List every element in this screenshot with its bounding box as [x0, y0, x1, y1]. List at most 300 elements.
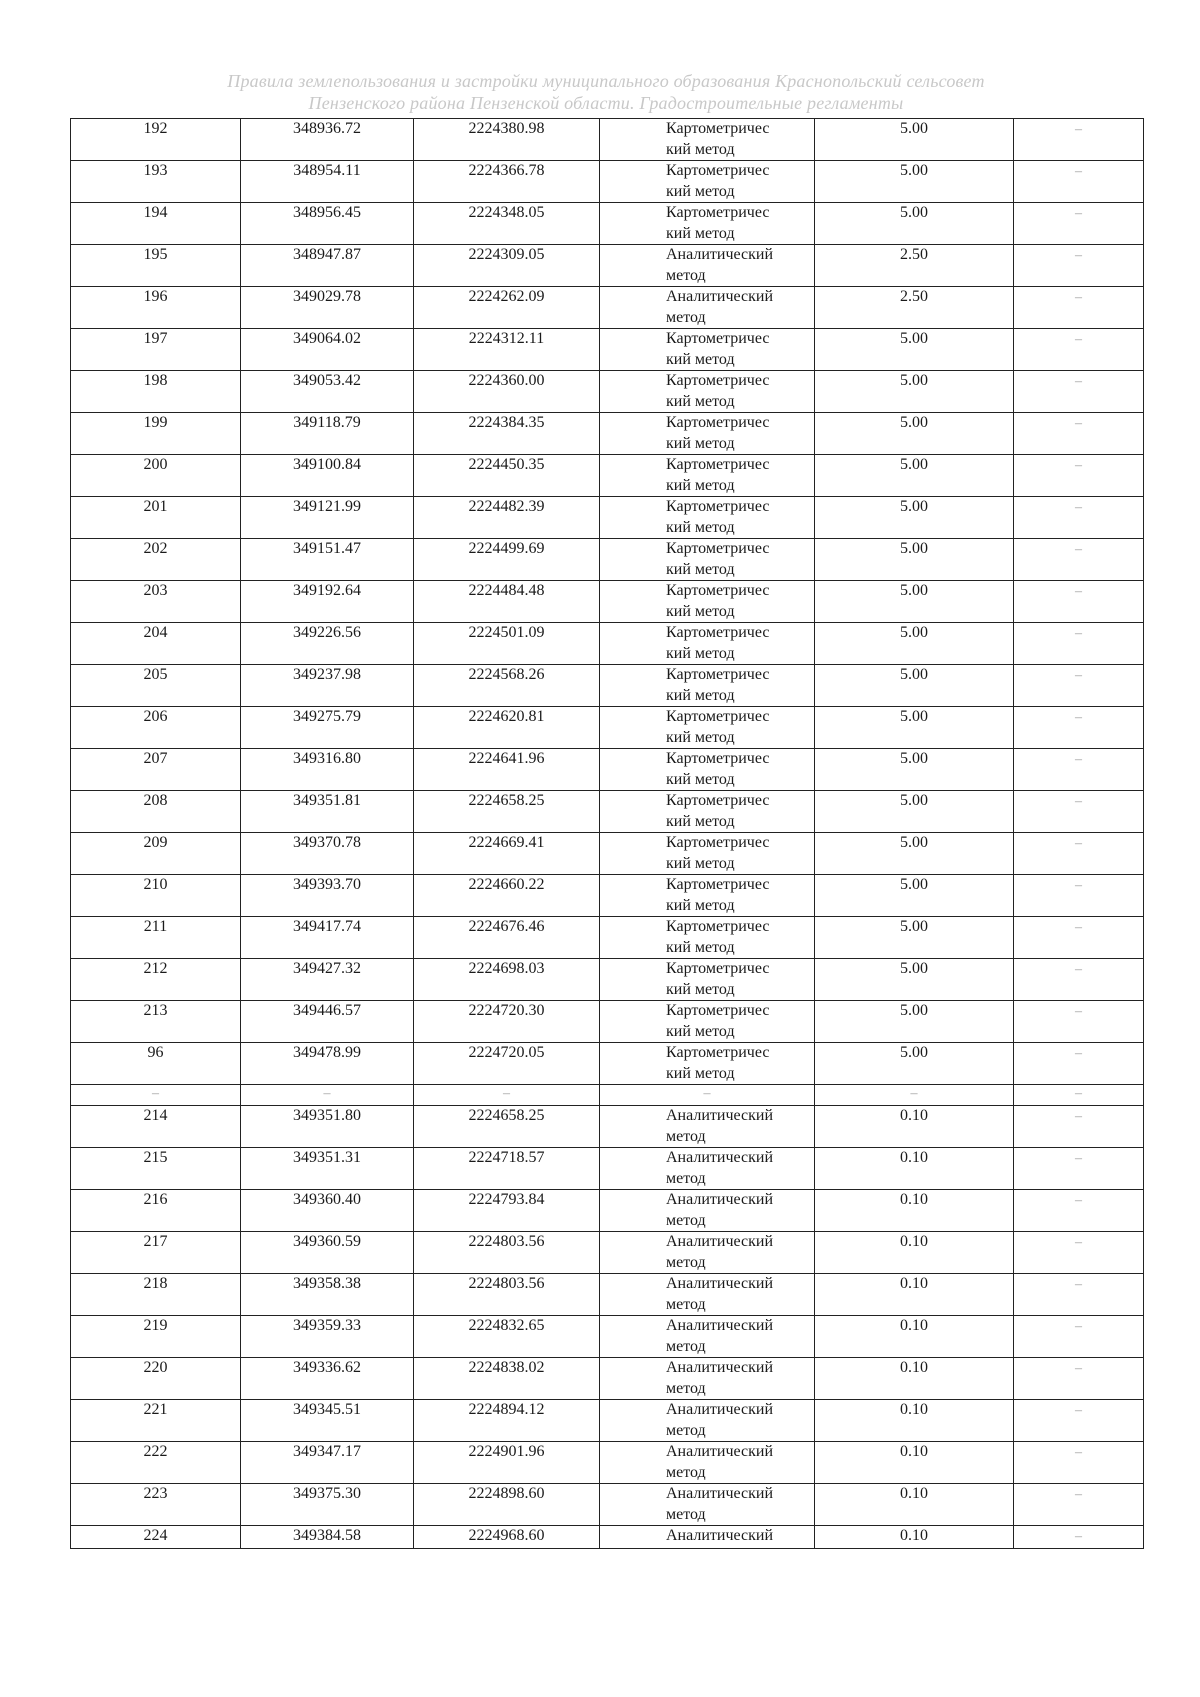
accuracy-cell-text: 5.00: [900, 1044, 928, 1061]
point-number-cell: [71, 581, 241, 623]
accuracy-cell-text: 0.10: [900, 1401, 928, 1418]
accuracy-cell: [815, 455, 1014, 497]
accuracy-cell: [815, 1358, 1014, 1400]
coord-x-cell-text: 349029.78: [293, 288, 361, 305]
note-cell: [1014, 833, 1144, 875]
coord-x-cell-text: 349417.74: [293, 918, 361, 935]
point-number-cell: [71, 371, 241, 413]
separator-row: [71, 1085, 1144, 1106]
accuracy-cell: [815, 581, 1014, 623]
coord-y-cell: [414, 1358, 600, 1400]
coord-y-cell: [414, 665, 600, 707]
point-number-cell-text: 213: [143, 1002, 168, 1019]
note-cell: [1014, 1400, 1144, 1442]
table-row: [71, 1001, 1144, 1043]
point-number-cell: [71, 1085, 241, 1106]
coord-y-cell-text: 2224720.30: [468, 1002, 545, 1019]
point-number-cell: [71, 1106, 241, 1148]
note-cell: [1014, 623, 1144, 665]
method-cell-text: Картометричес кий метод: [666, 834, 770, 872]
note-cell-text: –: [1075, 626, 1082, 641]
method-cell-text: Картометричес кий метод: [666, 750, 770, 788]
coord-y-cell: [414, 371, 600, 413]
accuracy-cell-text: 5.00: [900, 540, 928, 557]
coord-x-cell-text: 349151.47: [293, 540, 361, 557]
table-row: [71, 917, 1144, 959]
point-number-cell: [71, 917, 241, 959]
accuracy-cell: [815, 329, 1014, 371]
coord-y-cell: [414, 581, 600, 623]
coord-y-cell-text: 2224676.46: [468, 918, 545, 935]
accuracy-cell-text: 5.00: [900, 162, 928, 179]
point-number-cell-text: 207: [143, 750, 168, 767]
table-row: [71, 959, 1144, 1001]
note-cell-text: –: [1075, 1086, 1082, 1101]
accuracy-cell: [815, 1526, 1014, 1549]
coord-x-cell-text: 349121.99: [293, 498, 361, 515]
point-number-cell-text: 204: [143, 624, 168, 641]
coord-x-cell-text: 349053.42: [293, 372, 361, 389]
accuracy-cell-text: –: [910, 1086, 918, 1101]
method-cell: [600, 1085, 815, 1106]
point-number-cell-text: 214: [143, 1107, 168, 1124]
coord-y-cell: [414, 497, 600, 539]
coord-y-cell-text: 2224658.25: [468, 792, 545, 809]
accuracy-cell-text: 5.00: [900, 414, 928, 431]
coord-y-cell: [414, 455, 600, 497]
note-cell: [1014, 959, 1144, 1001]
note-cell-text: –: [1075, 542, 1082, 557]
coord-y-cell-text: 2224968.60: [468, 1527, 545, 1544]
coord-y-cell: [414, 1043, 600, 1085]
coord-x-cell-text: 349384.58: [293, 1527, 361, 1544]
coord-y-cell-text: 2224568.26: [468, 666, 545, 683]
coord-y-cell: [414, 161, 600, 203]
note-cell-text: –: [1075, 458, 1082, 473]
method-cell: [600, 581, 815, 623]
table-row: [71, 1400, 1144, 1442]
coord-y-cell-text: 2224484.48: [468, 582, 545, 599]
note-cell-text: –: [1075, 1529, 1082, 1544]
coord-x-cell: [241, 1148, 414, 1190]
coord-x-cell: [241, 497, 414, 539]
point-number-cell: [71, 1484, 241, 1526]
point-number-cell-text: –: [152, 1086, 159, 1101]
coord-x-cell: [241, 1442, 414, 1484]
coord-x-cell-text: 349358.38: [293, 1275, 361, 1292]
coord-x-cell: [241, 749, 414, 791]
coord-y-cell-text: 2224658.25: [468, 1107, 545, 1124]
note-cell: [1014, 1106, 1144, 1148]
point-number-cell: [71, 455, 241, 497]
coordinates-table-body: [71, 119, 1144, 1549]
coord-y-cell-text: 2224669.41: [468, 834, 545, 851]
method-cell-text: Картометричес кий метод: [666, 1002, 770, 1040]
coord-y-cell-text: 2224312.11: [468, 330, 545, 347]
coord-x-cell-text: 349316.80: [293, 750, 361, 767]
method-cell: [600, 1484, 815, 1526]
note-cell: [1014, 413, 1144, 455]
method-cell: [600, 917, 815, 959]
note-cell: [1014, 1232, 1144, 1274]
method-cell: [600, 1148, 815, 1190]
coord-x-cell-text: 349192.64: [293, 582, 361, 599]
accuracy-cell-text: 0.10: [900, 1233, 928, 1250]
note-cell-text: –: [1075, 206, 1082, 221]
note-cell: [1014, 329, 1144, 371]
coord-y-cell: [414, 833, 600, 875]
coord-x-cell: [241, 1232, 414, 1274]
coord-x-cell: [241, 623, 414, 665]
coord-x-cell-text: 349347.17: [293, 1443, 361, 1460]
accuracy-cell: [815, 1442, 1014, 1484]
point-number-cell: [71, 1232, 241, 1274]
note-cell-text: –: [1075, 1445, 1082, 1460]
note-cell: [1014, 749, 1144, 791]
point-number-cell-text: 217: [143, 1233, 168, 1250]
method-cell: [600, 665, 815, 707]
accuracy-cell: [815, 875, 1014, 917]
accuracy-cell: [815, 833, 1014, 875]
coord-x-cell: [241, 1274, 414, 1316]
coord-y-cell: [414, 413, 600, 455]
method-cell-text: Картометричес кий метод: [666, 162, 770, 200]
accuracy-cell: [815, 707, 1014, 749]
note-cell-text: –: [1075, 122, 1082, 137]
method-cell-text: Аналитический метод: [666, 1317, 774, 1355]
accuracy-cell-text: 2.50: [900, 288, 928, 305]
accuracy-cell: [815, 665, 1014, 707]
table-row: [71, 1442, 1144, 1484]
method-cell: [600, 161, 815, 203]
method-cell: [600, 539, 815, 581]
point-number-cell-text: 205: [143, 666, 168, 683]
accuracy-cell-text: 5.00: [900, 372, 928, 389]
method-cell-text: Картометричес кий метод: [666, 708, 770, 746]
coord-x-cell: [241, 665, 414, 707]
note-cell-text: –: [1075, 1235, 1082, 1250]
note-cell: [1014, 287, 1144, 329]
coord-y-cell-text: 2224641.96: [468, 750, 545, 767]
note-cell: [1014, 1148, 1144, 1190]
method-cell: [600, 1274, 815, 1316]
method-cell-text: Аналитический метод: [666, 1191, 774, 1229]
point-number-cell: [71, 875, 241, 917]
point-number-cell-text: 215: [143, 1149, 168, 1166]
coord-y-cell-text: 2224803.56: [468, 1275, 545, 1292]
method-cell: [600, 959, 815, 1001]
accuracy-cell: [815, 203, 1014, 245]
point-number-cell-text: 209: [143, 834, 168, 851]
table-row: [71, 1526, 1144, 1549]
note-cell-text: –: [1075, 1403, 1082, 1418]
note-cell: [1014, 917, 1144, 959]
note-cell: [1014, 1190, 1144, 1232]
note-cell: [1014, 581, 1144, 623]
table-row: [71, 707, 1144, 749]
table-row: [71, 413, 1144, 455]
table-row: [71, 371, 1144, 413]
note-cell: [1014, 1442, 1144, 1484]
method-cell: [600, 1106, 815, 1148]
point-number-cell-text: 196: [143, 288, 168, 305]
coord-y-cell-text: 2224793.84: [468, 1191, 545, 1208]
note-cell-text: –: [1075, 248, 1082, 263]
accuracy-cell-text: 0.10: [900, 1191, 928, 1208]
point-number-cell: [71, 1400, 241, 1442]
coord-y-cell: [414, 959, 600, 1001]
coord-y-cell: [414, 1274, 600, 1316]
note-cell: [1014, 1001, 1144, 1043]
accuracy-cell: [815, 1484, 1014, 1526]
method-cell: [600, 413, 815, 455]
coord-y-cell-text: 2224698.03: [468, 960, 545, 977]
point-number-cell: [71, 1274, 241, 1316]
accuracy-cell-text: 5.00: [900, 498, 928, 515]
coord-x-cell-text: 349064.02: [293, 330, 361, 347]
accuracy-cell: [815, 1232, 1014, 1274]
coord-y-cell-text: 2224894.12: [468, 1401, 545, 1418]
point-number-cell: [71, 329, 241, 371]
accuracy-cell-text: 5.00: [900, 876, 928, 893]
point-number-cell: [71, 539, 241, 581]
point-number-cell: [71, 749, 241, 791]
method-cell-text: Аналитический метод: [666, 1359, 774, 1397]
coord-x-cell: [241, 791, 414, 833]
table-row: [71, 1316, 1144, 1358]
coord-x-cell: [241, 707, 414, 749]
point-number-cell-text: 197: [143, 330, 168, 347]
accuracy-cell-text: 5.00: [900, 582, 928, 599]
point-number-cell: [71, 833, 241, 875]
coord-y-cell-text: 2224366.78: [468, 162, 545, 179]
coord-y-cell-text: 2224262.09: [468, 288, 545, 305]
coord-y-cell: [414, 203, 600, 245]
accuracy-cell-text: 5.00: [900, 1002, 928, 1019]
note-cell-text: –: [1075, 500, 1082, 515]
method-cell-text: Аналитический метод: [666, 1233, 774, 1271]
note-cell-text: –: [1075, 710, 1082, 725]
coord-y-cell-text: 2224450.35: [468, 456, 545, 473]
table-row: [71, 1106, 1144, 1148]
coord-y-cell-text: 2224482.39: [468, 498, 545, 515]
coord-y-cell: [414, 287, 600, 329]
coord-y-cell-text: 2224384.35: [468, 414, 545, 431]
coord-y-cell-text: 2224901.96: [468, 1443, 545, 1460]
method-cell: [600, 1190, 815, 1232]
coord-x-cell-text: 349360.59: [293, 1233, 361, 1250]
note-cell: [1014, 455, 1144, 497]
point-number-cell: [71, 791, 241, 833]
note-cell-text: –: [1075, 332, 1082, 347]
method-cell-text: Картометричес кий метод: [666, 456, 770, 494]
coord-x-cell: [241, 287, 414, 329]
point-number-cell: [71, 959, 241, 1001]
coord-x-cell-text: 349446.57: [293, 1002, 361, 1019]
method-cell-text: Аналитический метод: [666, 1443, 774, 1481]
note-cell-text: –: [1075, 1004, 1082, 1019]
method-cell-text: Картометричес кий метод: [666, 120, 770, 158]
accuracy-cell-text: 5.00: [900, 708, 928, 725]
coord-x-cell: [241, 1085, 414, 1106]
coord-y-cell-text: 2224309.05: [468, 246, 545, 263]
coord-y-cell-text: 2224620.81: [468, 708, 545, 725]
accuracy-cell-text: 5.00: [900, 330, 928, 347]
coord-y-cell-text: 2224660.22: [468, 876, 545, 893]
coord-x-cell: [241, 119, 414, 161]
point-number-cell-text: 206: [143, 708, 168, 725]
coord-x-cell-text: 349427.32: [293, 960, 361, 977]
coord-x-cell-text: 349370.78: [293, 834, 361, 851]
coord-x-cell-text: 349478.99: [293, 1044, 361, 1061]
note-cell-text: –: [1075, 878, 1082, 893]
accuracy-cell: [815, 539, 1014, 581]
accuracy-cell: [815, 413, 1014, 455]
point-number-cell-text: 194: [143, 204, 168, 221]
coord-y-cell: [414, 749, 600, 791]
method-cell: [600, 749, 815, 791]
point-number-cell: [71, 707, 241, 749]
accuracy-cell: [815, 791, 1014, 833]
coord-x-cell-text: 349118.79: [293, 414, 361, 431]
accuracy-cell: [815, 749, 1014, 791]
accuracy-cell-text: 0.10: [900, 1443, 928, 1460]
coord-x-cell: [241, 581, 414, 623]
point-number-cell: [71, 245, 241, 287]
coord-y-cell-text: 2224501.09: [468, 624, 545, 641]
coord-x-cell: [241, 1001, 414, 1043]
method-cell-text: Картометричес кий метод: [666, 960, 770, 998]
note-cell-text: –: [1075, 164, 1082, 179]
point-number-cell-text: 193: [143, 162, 168, 179]
coord-x-cell: [241, 1316, 414, 1358]
coord-x-cell: [241, 455, 414, 497]
note-cell: [1014, 371, 1144, 413]
coord-x-cell: [241, 1400, 414, 1442]
coord-x-cell: [241, 1358, 414, 1400]
point-number-cell: [71, 287, 241, 329]
coord-y-cell: [414, 119, 600, 161]
note-cell-text: –: [1075, 1319, 1082, 1334]
note-cell: [1014, 665, 1144, 707]
point-number-cell: [71, 497, 241, 539]
coord-y-cell: [414, 875, 600, 917]
coord-y-cell-text: 2224720.05: [468, 1044, 545, 1061]
coord-x-cell: [241, 161, 414, 203]
table-row: [71, 161, 1144, 203]
accuracy-cell-text: 0.10: [900, 1149, 928, 1166]
header-line-1: Правила землепользования и застройки муниципального образования Краснопольский сельсовет: [227, 71, 985, 91]
accuracy-cell: [815, 623, 1014, 665]
point-number-cell-text: 210: [143, 876, 168, 893]
accuracy-cell: [815, 1001, 1014, 1043]
table-row: [71, 1043, 1144, 1085]
point-number-cell-text: 203: [143, 582, 168, 599]
point-number-cell: [71, 1358, 241, 1400]
accuracy-cell: [815, 1316, 1014, 1358]
coord-x-cell-text: 348936.72: [293, 120, 361, 137]
accuracy-cell-text: 2.50: [900, 246, 928, 263]
note-cell: [1014, 203, 1144, 245]
point-number-cell-text: 192: [143, 120, 168, 137]
method-cell-text: Картометричес кий метод: [666, 540, 770, 578]
method-cell-text: Аналитический метод: [666, 1107, 774, 1145]
note-cell: [1014, 791, 1144, 833]
note-cell-text: –: [1075, 752, 1082, 767]
method-cell: [600, 371, 815, 413]
point-number-cell-text: 222: [143, 1443, 168, 1460]
coord-y-cell: [414, 1148, 600, 1190]
point-number-cell-text: 218: [143, 1275, 168, 1292]
method-cell: [600, 833, 815, 875]
accuracy-cell-text: 5.00: [900, 960, 928, 977]
accuracy-cell-text: 0.10: [900, 1527, 928, 1544]
point-number-cell-text: 221: [143, 1401, 168, 1418]
method-cell: [600, 203, 815, 245]
point-number-cell-text: 195: [143, 246, 168, 263]
accuracy-cell-text: 0.10: [900, 1317, 928, 1334]
point-number-cell-text: 198: [143, 372, 168, 389]
coord-y-cell-text: 2224380.98: [468, 120, 545, 137]
method-cell: [600, 497, 815, 539]
method-cell: [600, 1001, 815, 1043]
coord-x-cell-text: 349345.51: [293, 1401, 361, 1418]
note-cell-text: –: [1075, 374, 1082, 389]
coord-x-cell: [241, 203, 414, 245]
point-number-cell-text: 224: [143, 1527, 168, 1544]
accuracy-cell-text: 5.00: [900, 456, 928, 473]
note-cell: [1014, 497, 1144, 539]
accuracy-cell: [815, 371, 1014, 413]
coord-y-cell: [414, 329, 600, 371]
accuracy-cell: [815, 1148, 1014, 1190]
point-number-cell: [71, 623, 241, 665]
accuracy-cell: [815, 1085, 1014, 1106]
coord-x-cell: [241, 371, 414, 413]
accuracy-cell-text: 5.00: [900, 204, 928, 221]
coord-x-cell-text: 349100.84: [293, 456, 361, 473]
accuracy-cell-text: 5.00: [900, 834, 928, 851]
method-cell: [600, 1526, 815, 1549]
point-number-cell: [71, 1148, 241, 1190]
note-cell-text: –: [1075, 794, 1082, 809]
coord-x-cell-text: 349226.56: [293, 624, 361, 641]
coord-y-cell: [414, 791, 600, 833]
note-cell-text: –: [1075, 962, 1082, 977]
point-number-cell: [71, 1526, 241, 1549]
method-cell-text: Картометричес кий метод: [666, 414, 770, 452]
note-cell: [1014, 1526, 1144, 1549]
note-cell-text: –: [1075, 584, 1082, 599]
header-line-2: Пензенского района Пензенской области. Градостроительные регламенты: [308, 93, 904, 113]
accuracy-cell: [815, 959, 1014, 1001]
accuracy-cell-text: 5.00: [900, 624, 928, 641]
accuracy-cell: [815, 1106, 1014, 1148]
coord-x-cell-text: 348956.45: [293, 204, 361, 221]
table-row: [71, 1232, 1144, 1274]
note-cell: [1014, 539, 1144, 581]
point-number-cell: [71, 1316, 241, 1358]
method-cell: [600, 1232, 815, 1274]
coord-y-cell: [414, 1484, 600, 1526]
accuracy-cell-text: 5.00: [900, 792, 928, 809]
table-row: [71, 1274, 1144, 1316]
accuracy-cell: [815, 917, 1014, 959]
coord-x-cell-text: 349351.80: [293, 1107, 361, 1124]
coord-x-cell-text: 349359.33: [293, 1317, 361, 1334]
table-row: [71, 539, 1144, 581]
coord-y-cell-text: 2224832.65: [468, 1317, 545, 1334]
